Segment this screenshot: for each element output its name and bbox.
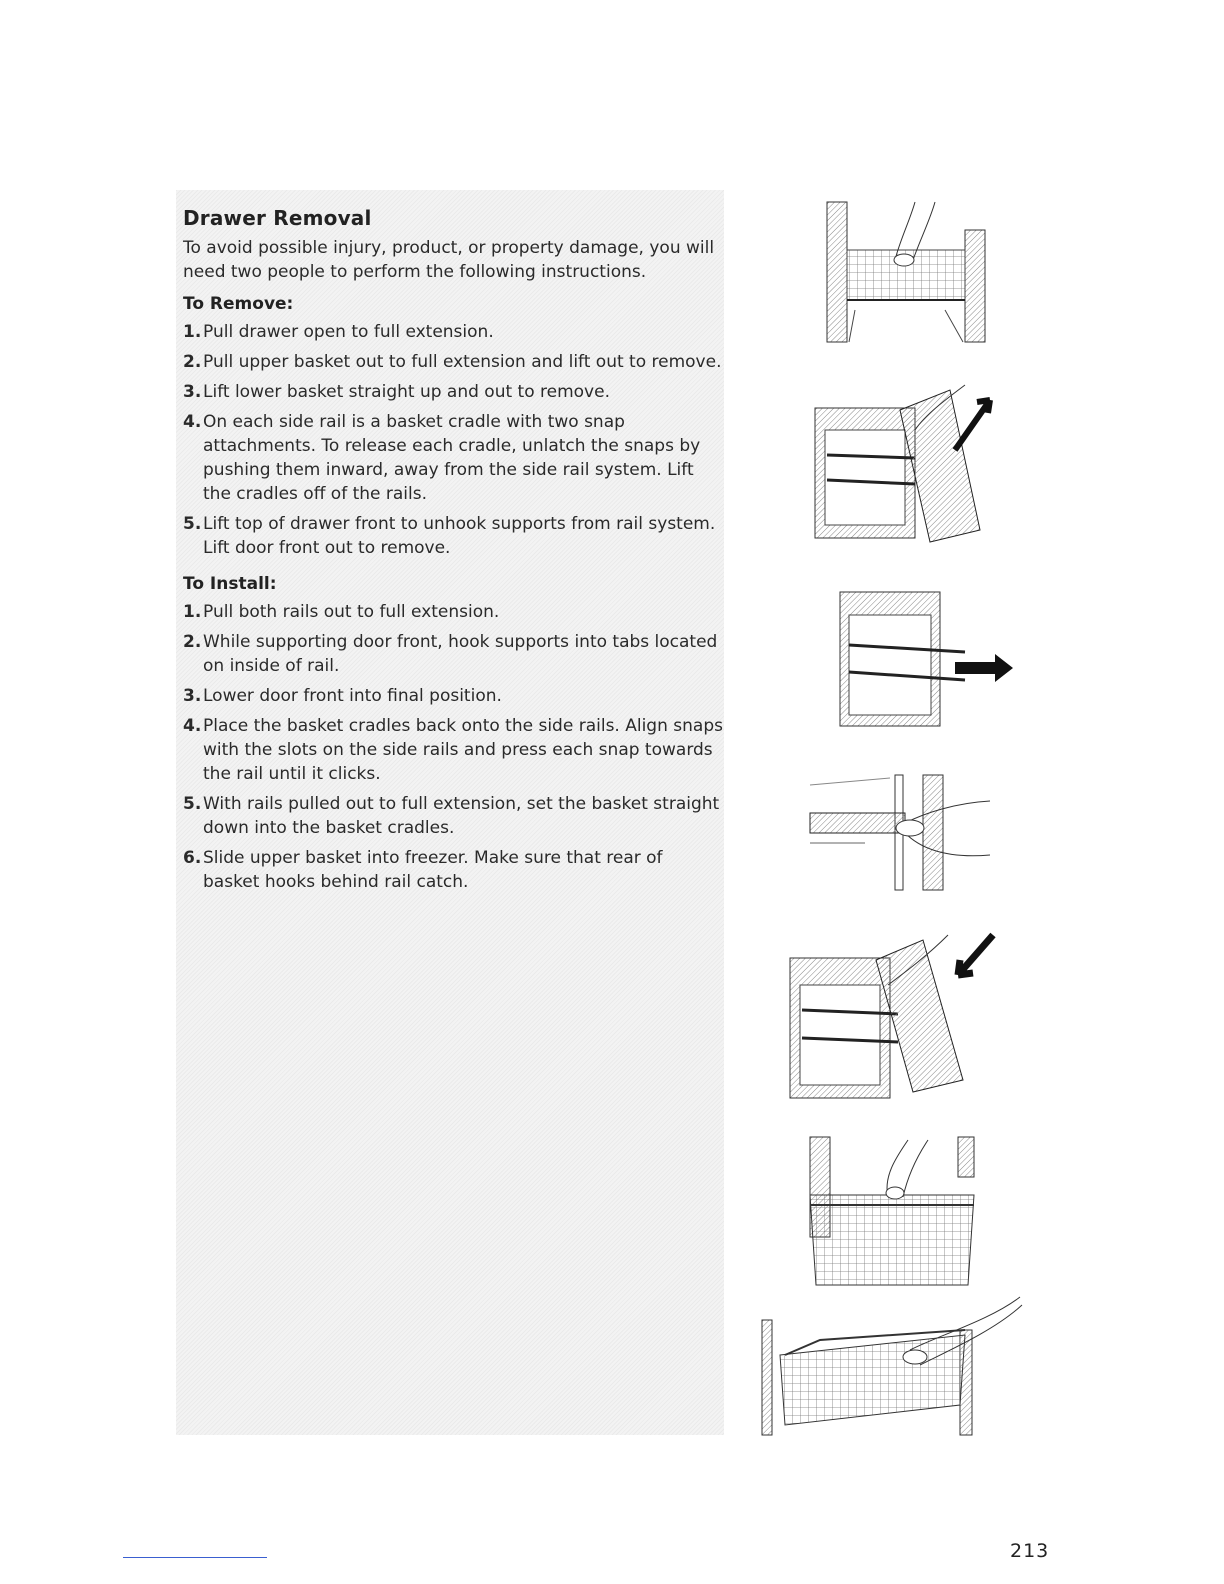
- install-step: [183, 684, 723, 708]
- intro-warning: To avoid possible injury, product, or property damage, you will need two people to perform the following instructions.: [183, 238, 715, 282]
- step-number: 3.: [183, 686, 202, 706]
- install-step: [183, 792, 723, 840]
- footer-divider: [123, 1557, 267, 1558]
- page-title: Drawer Removal: [183, 206, 372, 230]
- install-step: [183, 600, 723, 624]
- step-number: 2.: [183, 352, 202, 372]
- instructions: [183, 206, 723, 908]
- step-text: Slide upper basket into freezer. Make sure that rear of basket hooks behind rail catch.: [203, 848, 663, 892]
- install-step: [183, 630, 723, 678]
- install-steps: [183, 600, 723, 894]
- step-number: 1.: [183, 602, 202, 622]
- step-text: Place the basket cradles back onto the side rails. Align snaps with the slots on the side rails and press each snap towards the rail until it clicks.: [203, 716, 723, 784]
- upper-basket-install-illustration: [760, 1295, 1025, 1440]
- step-text: With rails pulled out to full extension, set the basket straight down into the basket cradles.: [203, 794, 720, 838]
- step-text: Pull drawer open to full extension.: [203, 322, 494, 342]
- step-text: Lower door front into final position.: [203, 686, 502, 706]
- step-number: 5.: [183, 794, 202, 814]
- page-number: 213: [1010, 1540, 1050, 1562]
- step-text: Pull upper basket out to full extension and lift out to remove.: [203, 352, 722, 372]
- rails-extension-illustration: [835, 590, 1015, 730]
- install-step: [183, 714, 723, 786]
- remove-step: [183, 350, 723, 374]
- step-text: Lift lower basket straight up and out to remove.: [203, 382, 610, 402]
- step-number: 6.: [183, 848, 202, 868]
- drawer-front-lift-illustration: [805, 380, 1015, 545]
- illustrations-column: [780, 195, 1020, 1445]
- basket-cradle-snap-illustration: [805, 773, 995, 893]
- step-number: 4.: [183, 716, 202, 736]
- step-text: Pull both rails out to full extension.: [203, 602, 500, 622]
- remove-step: [183, 380, 723, 404]
- step-number: 5.: [183, 514, 202, 534]
- remove-steps: [183, 320, 723, 560]
- remove-step: [183, 410, 723, 506]
- step-number: 4.: [183, 412, 202, 432]
- step-number: 2.: [183, 632, 202, 652]
- step-number: 1.: [183, 322, 202, 342]
- step-text: On each side rail is a basket cradle with two snap attachments. To release each cradle, unlatch the snaps by pushing them inward, away from the side rail system. Lift the cradles off of the rails.: [203, 412, 701, 504]
- remove-step: [183, 512, 723, 560]
- drawer-front-install-illustration: [788, 930, 1003, 1100]
- remove-heading: To Remove:: [183, 294, 294, 314]
- install-heading: To Install:: [183, 574, 277, 594]
- step-text: While supporting door front, hook supports into tabs located on inside of rail.: [203, 632, 718, 676]
- remove-step: [183, 320, 723, 344]
- step-text: Lift top of drawer front to unhook supports from rail system. Lift door front out to remove.: [203, 514, 716, 558]
- step-number: 3.: [183, 382, 202, 402]
- lower-basket-illustration: [808, 1135, 978, 1290]
- install-step: [183, 846, 723, 894]
- upper-basket-removal-illustration: [825, 200, 990, 345]
